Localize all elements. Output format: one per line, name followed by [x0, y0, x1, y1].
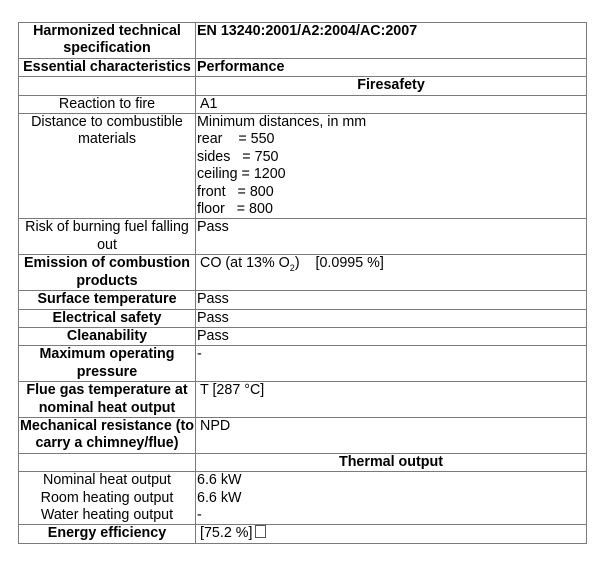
electrical-value: Pass [196, 309, 587, 327]
energy-value: [75.2 %] [200, 525, 253, 542]
checkbox-icon [255, 525, 266, 538]
cleanability-value: Pass [196, 327, 587, 345]
emission-suffix: ) [294, 255, 300, 272]
nominal-heat-label-text: Nominal heat output [43, 472, 171, 489]
distance-sides: sides = 750 [197, 148, 279, 165]
distance-intro: Minimum distances, in mm [197, 114, 367, 131]
surface-label: Surface temperature [19, 291, 196, 309]
distance-floor: floor = 800 [197, 201, 273, 218]
spec-label: Harmonized technical specification [19, 23, 196, 59]
risk-label: Risk of burning fuel falling out [19, 219, 196, 255]
nominal-heat-value: 6.6 kW [197, 472, 242, 489]
room-heat-label: Room heating output [40, 489, 174, 506]
distance-rear: rear = 550 [197, 131, 275, 148]
performance-table [18, 22, 587, 544]
table-row [19, 309, 587, 327]
surface-value: Pass [196, 291, 587, 309]
table-row [19, 327, 587, 345]
emission-sub: 2 [289, 263, 295, 274]
table-row [19, 525, 587, 543]
pressure-label: Maximum operating pressure [19, 346, 196, 382]
performance-header: Performance [196, 58, 587, 76]
risk-value: Pass [196, 219, 587, 255]
reaction-value: A1 [196, 95, 587, 113]
emission-prefix: CO (at 13% O [200, 255, 290, 272]
mechanical-value: NPD [196, 417, 587, 453]
thermal-values [196, 472, 587, 525]
table-row [19, 77, 587, 95]
table-row [19, 114, 587, 219]
table-row [19, 417, 587, 453]
empty-cell [19, 77, 196, 95]
reaction-label: Reaction to fire [19, 95, 196, 113]
empty-cell [19, 453, 196, 471]
distance-ceiling: ceiling = 1200 [197, 166, 286, 183]
table-row [19, 58, 587, 76]
distance-front: front = 800 [197, 183, 274, 200]
table-row [19, 453, 587, 471]
energy-value-cell [196, 525, 587, 543]
emission-amount: [0.0995 %] [315, 255, 384, 272]
table-row [19, 219, 587, 255]
table-row [19, 23, 587, 59]
distance-value [196, 114, 587, 219]
table-row [19, 291, 587, 309]
energy-label: Energy efficiency [19, 525, 196, 543]
table-row [19, 255, 587, 291]
table-row [19, 382, 587, 418]
water-heat-label: Water heating output [40, 506, 174, 523]
room-heat-value: 6.6 kW [197, 489, 242, 506]
electrical-label: Electrical safety [19, 309, 196, 327]
water-heat-value: - [197, 506, 202, 523]
section-thermal: Thermal output [196, 453, 587, 471]
table-row [19, 95, 587, 113]
emission-value [196, 255, 587, 291]
flue-label: Flue gas temperature at nominal heat output [19, 382, 196, 418]
cleanability-label: Cleanability [19, 327, 196, 345]
emission-label: Emission of combustion products [19, 255, 196, 291]
flue-value: T [287 °C] [196, 382, 587, 418]
distance-label: Distance to combustible materials [19, 114, 196, 219]
pressure-value: - [196, 346, 587, 382]
table-row [19, 472, 587, 525]
table-row [19, 346, 587, 382]
characteristics-header: Essential characteristics [19, 58, 196, 76]
nominal-heat-label [19, 472, 196, 525]
section-firesafety: Firesafety [196, 77, 587, 95]
mechanical-label: Mechanical resistance (to carry a chimney/flue) [20, 417, 195, 452]
spec-value: EN 13240:2001/A2:2004/AC:2007 [196, 23, 587, 59]
